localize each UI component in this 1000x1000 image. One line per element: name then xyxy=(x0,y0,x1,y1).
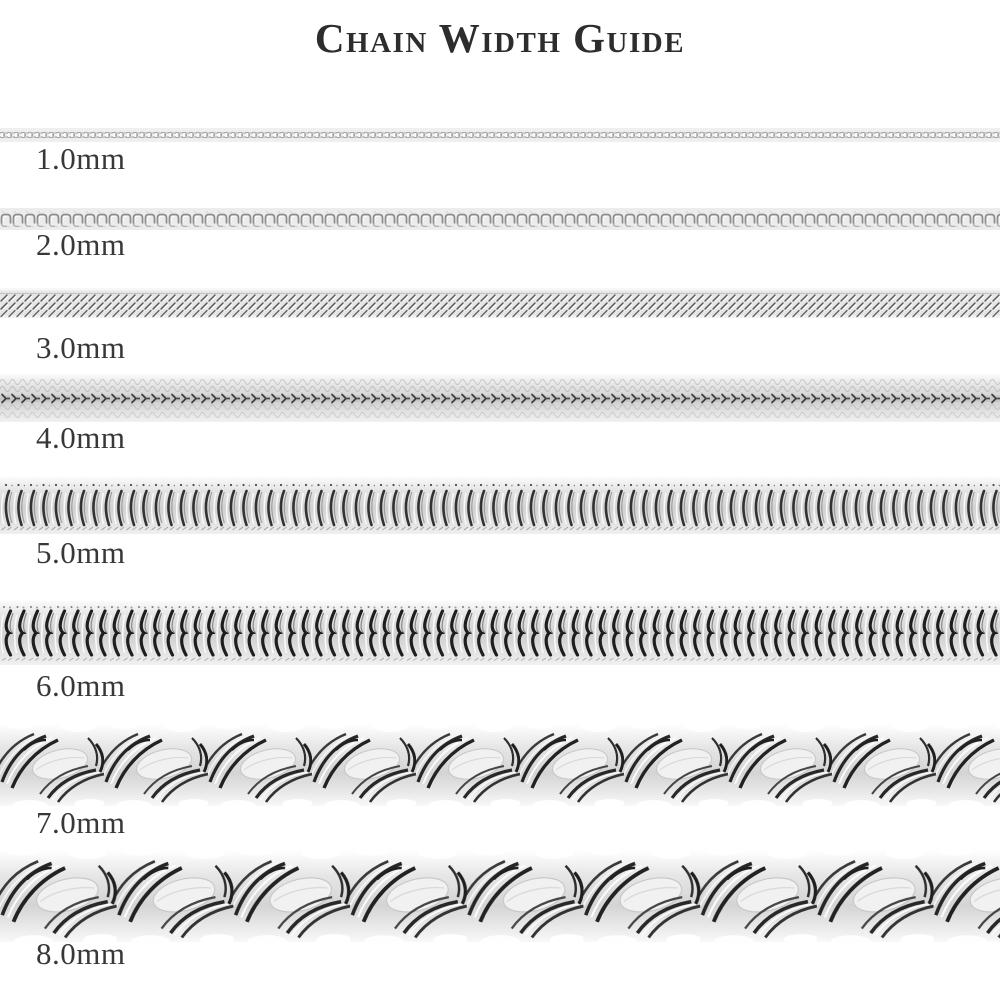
chain-size-label-3-0mm: 3.0mm xyxy=(36,330,126,365)
chain-row-2 xyxy=(0,208,1000,262)
chain-row-1 xyxy=(0,128,1000,176)
chain-row-3 xyxy=(0,288,1000,365)
chain-image-2-0mm-box xyxy=(0,208,1000,230)
chain-image-5-0mm-snake xyxy=(0,477,1000,534)
chain-row-6 xyxy=(0,601,1000,703)
chain-image-3-0mm-snake xyxy=(0,288,1000,318)
chain-size-label-8-0mm: 8.0mm xyxy=(36,936,126,971)
chain-size-label-4-0mm: 4.0mm xyxy=(36,420,126,455)
page-title: Chain Width Guide xyxy=(314,15,686,61)
chain-row-8 xyxy=(0,850,1000,971)
chain-image-4-0mm-snake xyxy=(0,374,1000,422)
chain-image-6-0mm-snake xyxy=(0,601,1000,665)
chain-size-label-7-0mm: 7.0mm xyxy=(36,805,126,840)
chain-size-label-2-0mm: 2.0mm xyxy=(36,227,126,262)
chain-size-label-6-0mm: 6.0mm xyxy=(36,668,126,703)
chain-size-label-1-0mm: 1.0mm xyxy=(36,141,126,176)
chain-size-label-5-0mm: 5.0mm xyxy=(36,535,126,570)
chain-row-5 xyxy=(0,477,1000,570)
chain-image-8-0mm-rope xyxy=(0,850,1000,942)
chain-row-7 xyxy=(0,724,1000,840)
chain-image-1-0mm-box xyxy=(0,128,1000,142)
chain-row-4 xyxy=(0,374,1000,455)
chain-image-7-0mm-rope xyxy=(0,724,1000,806)
